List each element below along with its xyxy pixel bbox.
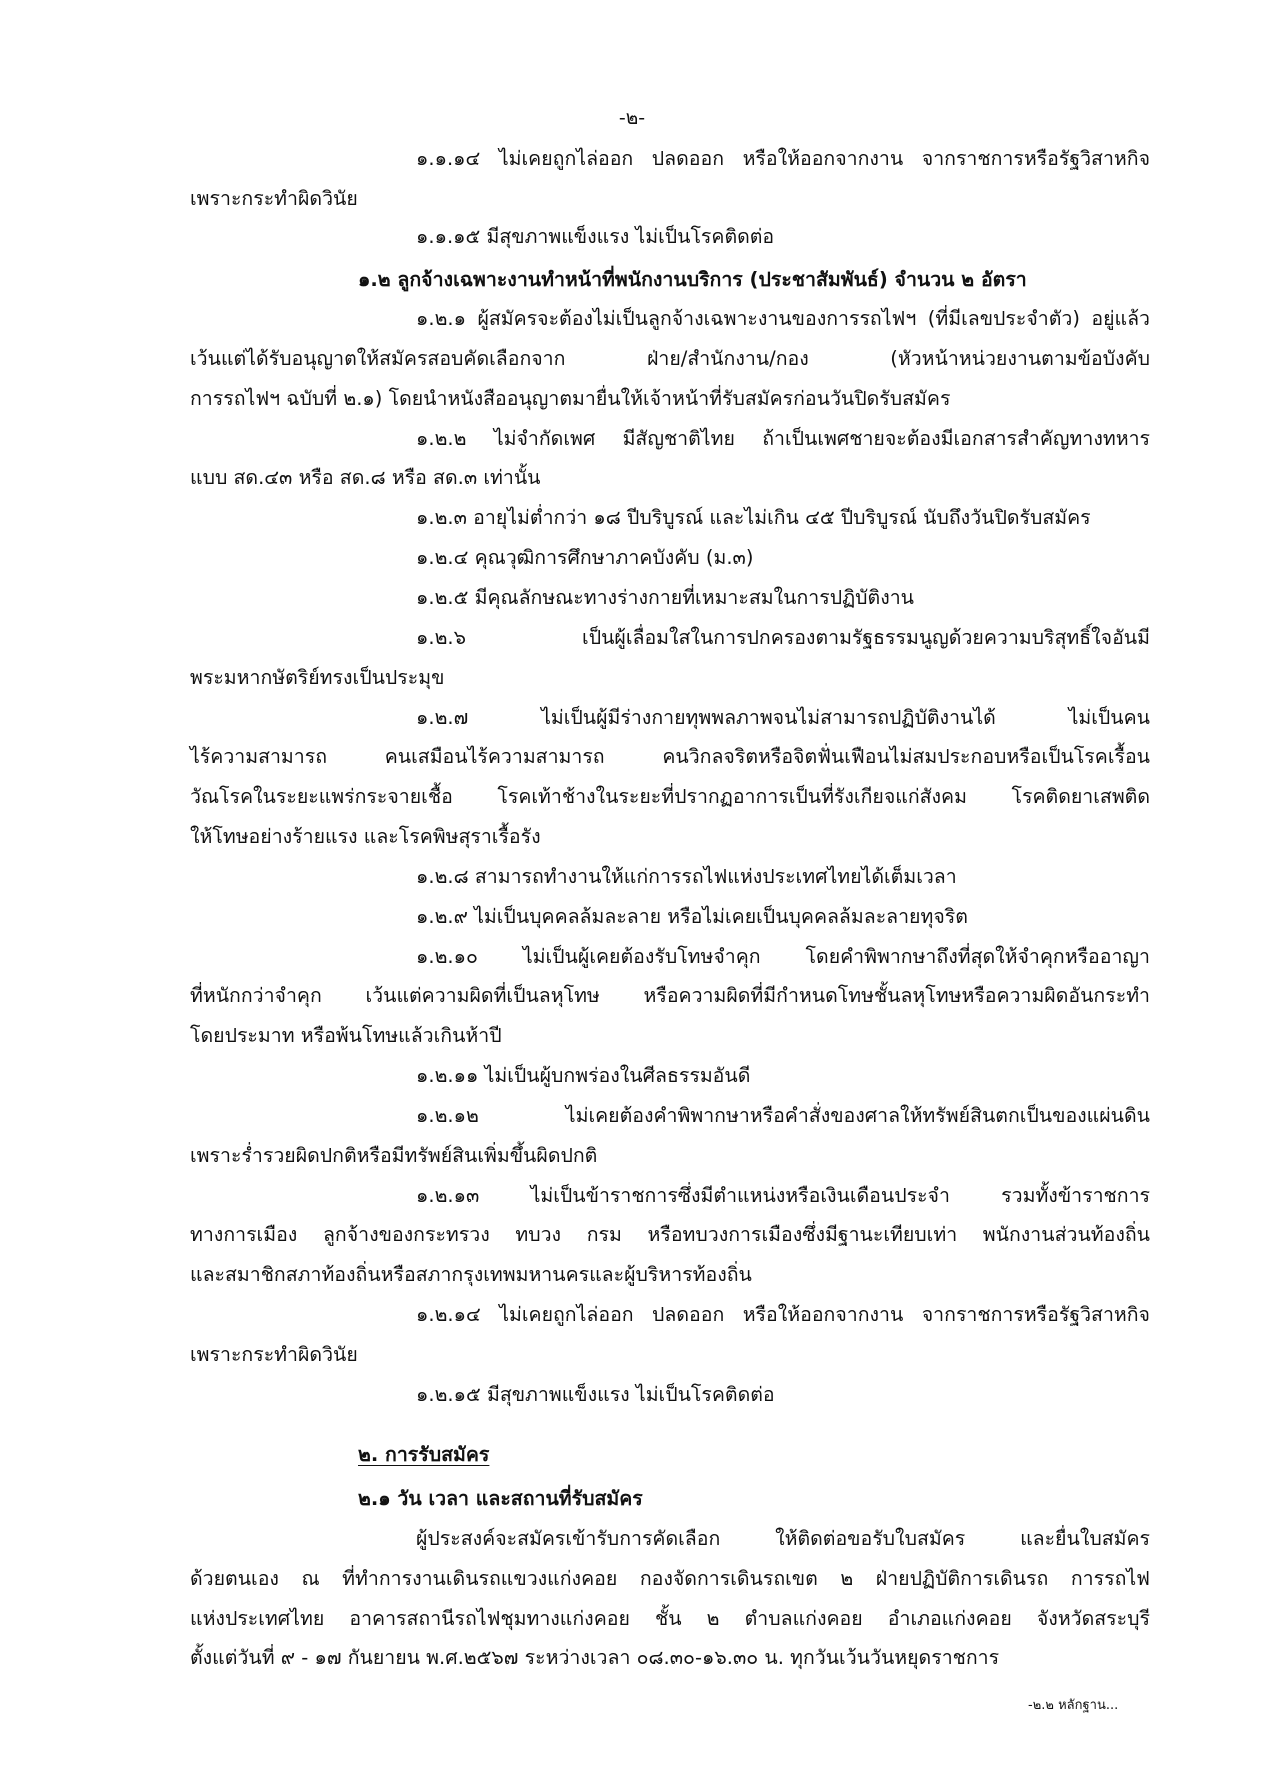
- page-number: -๒-: [618, 107, 646, 129]
- section-2-1-heading: ๒.๑ วัน เวลา และสถานที่รับสมัคร: [358, 1487, 643, 1510]
- clause-1-2-6: ๑.๒.๖ เป็นผู้เลื่อมใสในการปกครองตามรัฐธรรมนูญด้วยความบริสุทธิ์ใจอันมี: [416, 626, 1150, 649]
- clause-1-2-7-cont-1: ไร้ความสามารถ คนเสมือนไร้ความสามารถ คนวิกลจริตหรือจิตฟั่นเฟือนไม่สมประกอบหรือเป็นโรคเรื้อน: [190, 745, 1150, 768]
- clause-1-1-14-cont: เพราะกระทำผิดวินัย: [190, 187, 358, 210]
- clause-1-2-12: ๑.๒.๑๒ ไม่เคยต้องคำพิพากษาหรือคำสั่งของศาลให้ทรัพย์สินตกเป็นของแผ่นดิน: [416, 1104, 1150, 1127]
- clause-1-2-8: ๑.๒.๘ สามารถทำงานให้แก่การรถไฟแห่งประเทศไทยได้เต็มเวลา: [416, 865, 957, 888]
- clause-1-2-10-cont-2: โดยประมาท หรือพ้นโทษแล้วเกินห้าปี: [190, 1024, 502, 1047]
- clause-1-2-1-cont-2: การรถไฟฯ ฉบับที่ ๒.๑) โดยนำหนังสืออนุญาตมายื่นให้เจ้าหน้าที่รับสมัครก่อนวันปิดรับสมัคร: [190, 387, 951, 410]
- clause-1-1-14: ๑.๑.๑๔ ไม่เคยถูกไล่ออก ปลดออก หรือให้ออกจากงาน จากราชการหรือรัฐวิสาหกิจ: [416, 147, 1150, 170]
- clause-1-2-14-cont: เพราะกระทำผิดวินัย: [190, 1343, 358, 1366]
- clause-1-2-10: ๑.๒.๑๐ ไม่เป็นผู้เคยต้องรับโทษจำคุก โดยคำพิพากษาถึงที่สุดให้จำคุกหรืออาญา: [416, 945, 1150, 968]
- clause-1-2-10-cont-1: ที่หนักกว่าจำคุก เว้นแต่ความผิดที่เป็นลหุโทษ หรือความผิดที่มีกำหนดโทษชั้นลหุโทษหรือความผิดอันกระทำ: [190, 984, 1150, 1007]
- clause-1-2-2-cont: แบบ สด.๔๓ หรือ สด.๘ หรือ สด.๓ เท่านั้น: [190, 466, 541, 489]
- clause-1-2-2: ๑.๒.๒ ไม่จำกัดเพศ มีสัญชาติไทย ถ้าเป็นเพศชายจะต้องมีเอกสารสำคัญทางทหาร: [416, 427, 1150, 450]
- section-1-2-heading: ๑.๒ ลูกจ้างเฉพาะงานทำหน้าที่พนักงานบริการ (ประชาสัมพันธ์) จำนวน ๒ อัตรา: [358, 268, 1027, 291]
- clause-1-2-7: ๑.๒.๗ ไม่เป็นผู้มีร่างกายทุพพลภาพจนไม่สามารถปฏิบัติงานได้ ไม่เป็นคน: [416, 706, 1150, 729]
- clause-1-2-13: ๑.๒.๑๓ ไม่เป็นข้าราชการซึ่งมีตำแหน่งหรือเงินเดือนประจำ รวมทั้งข้าราชการ: [416, 1184, 1150, 1207]
- clause-1-2-14: ๑.๒.๑๔ ไม่เคยถูกไล่ออก ปลดออก หรือให้ออกจากงาน จากราชการหรือรัฐวิสาหกิจ: [416, 1303, 1150, 1326]
- clause-1-2-15: ๑.๒.๑๕ มีสุขภาพแข็งแรง ไม่เป็นโรคติดต่อ: [416, 1383, 775, 1406]
- clause-1-2-12-cont: เพราะร่ำรวยผิดปกติหรือมีทรัพย์สินเพิ่มขึ้นผิดปกติ: [190, 1144, 598, 1167]
- clause-1-2-9: ๑.๒.๙ ไม่เป็นบุคคลล้มละลาย หรือไม่เคยเป็นบุคคลล้มละลายทุจริต: [416, 905, 968, 928]
- clause-1-2-13-cont-1: ทางการเมือง ลูกจ้างของกระทรวง ทบวง กรม หรือทบวงการเมืองซึ่งมีฐานะเทียบเท่า พนักงานส่วนท้องถิ่น: [190, 1223, 1150, 1246]
- page-footer-continuation: -๒.๒ หลักฐาน...: [1028, 1698, 1119, 1713]
- clause-1-2-1: ๑.๒.๑ ผู้สมัครจะต้องไม่เป็นลูกจ้างเฉพาะงานของการรถไฟฯ (ที่มีเลขประจำตัว) อยู่แล้ว: [416, 307, 1150, 330]
- section-2-1-body-2: ด้วยตนเอง ณ ที่ทำการงานเดินรถแขวงแก่งคอย กองจัดการเดินรถเขต ๒ ฝ่ายปฏิบัติการเดินรถ การรถไฟ: [190, 1567, 1150, 1590]
- section-2-1-body-4: ตั้งแต่วันที่ ๙ - ๑๗ กันยายน พ.ศ.๒๕๖๗ ระหว่างเวลา ๐๘.๓๐-๑๖.๓๐ น. ทุกวันเว้นวันหยุดราชการ: [190, 1646, 1000, 1669]
- clause-1-2-13-cont-2: และสมาชิกสภาท้องถิ่นหรือสภากรุงเทพมหานครและผู้บริหารท้องถิ่น: [190, 1263, 752, 1286]
- clause-1-2-3: ๑.๒.๓ อายุไม่ต่ำกว่า ๑๘ ปีบริบูรณ์ และไม่เกิน ๔๕ ปีบริบูรณ์ นับถึงวันปิดรับสมัคร: [416, 506, 1091, 529]
- clause-1-2-11: ๑.๒.๑๑ ไม่เป็นผู้บกพร่องในศีลธรรมอันดี: [416, 1064, 751, 1087]
- clause-1-2-6-cont: พระมหากษัตริย์ทรงเป็นประมุข: [190, 666, 445, 689]
- section-2-1-body-1: ผู้ประสงค์จะสมัครเข้ารับการคัดเลือก ให้ติดต่อขอรับใบสมัคร และยื่นใบสมัคร: [416, 1527, 1150, 1550]
- clause-1-2-4: ๑.๒.๔ คุณวุฒิการศึกษาภาคบังคับ (ม.๓): [416, 546, 754, 569]
- clause-1-2-7-cont-2: วัณโรคในระยะแพร่กระจายเชื้อ โรคเท้าช้างในระยะที่ปรากฏอาการเป็นที่รังเกียจแก่สังคม โรคติดยาเสพติด: [190, 785, 1150, 808]
- clause-1-1-15: ๑.๑.๑๕ มีสุขภาพแข็งแรง ไม่เป็นโรคติดต่อ: [416, 225, 775, 248]
- clause-1-2-5: ๑.๒.๕ มีคุณลักษณะทางร่างกายที่เหมาะสมในการปฏิบัติงาน: [416, 586, 915, 609]
- clause-1-2-7-cont-3: ให้โทษอย่างร้ายแรง และโรคพิษสุราเรื้อรัง: [190, 825, 541, 848]
- clause-1-2-1-cont-1: เว้นแต่ได้รับอนุญาตให้สมัครสอบคัดเลือกจาก ฝ่าย/สำนักงาน/กอง (หัวหน้าหน่วยงานตามข้อบังคับ: [190, 347, 1150, 370]
- section-2-1-body-3: แห่งประเทศไทย อาคารสถานีรถไฟชุมทางแก่งคอย ชั้น ๒ ตำบลแก่งคอย อำเภอแก่งคอย จังหวัดสระบุรี: [190, 1607, 1150, 1630]
- section-2-heading: ๒. การรับสมัคร: [358, 1443, 490, 1466]
